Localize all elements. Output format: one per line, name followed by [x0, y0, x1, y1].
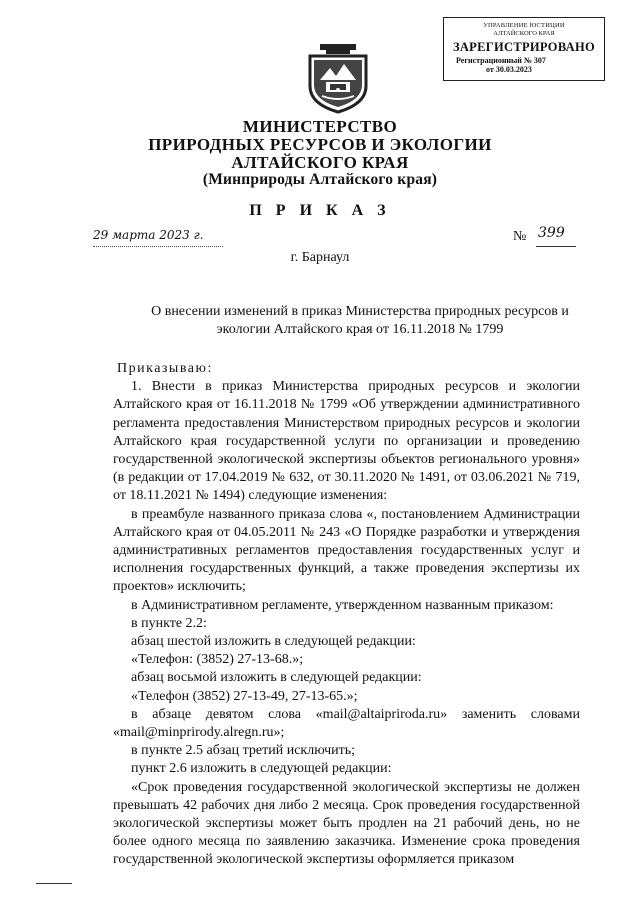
ministry-short-name: (Минприроды Алтайского края)	[202, 171, 438, 188]
paragraph-1: 1. Внести в приказ Министерства природных ресурсов и экологии Алтайского края от 16.11.2018 № 1799 «Об утверждении административного регламента предоставления Министерством природных ресурсов и экологии Алтайского края государственной услуги по организации и проведению государственной экологической экспертизы объектов регионального уровня» (в редакции от 17.04.2019 № 632, от 30.11.2020 № 1491, от 03.06.2021 № 719, от 18.11.2021 № 1494) следующие изменения:	[113, 379, 580, 504]
paragraph-11: пункт 2.6 изложить в следующей редакции:	[131, 761, 392, 777]
stamp-reg-number: Регистрационный № 307	[456, 55, 546, 65]
ministry-title-line1: МИНИСТЕРСТВО	[242, 117, 398, 136]
order-date-handwritten: 29 марта 2023 г.	[93, 228, 204, 242]
subject-line1: О внесении изменений в приказ Министерства природных ресурсов и	[151, 304, 569, 319]
stamp-status: ЗАРЕГИСТРИРОВАНО	[452, 40, 596, 54]
paragraph-2: в преамбуле названного приказа слова «, постановлением Администрации Алтайского края от 04.05.2011 № 243 «О Порядке разработки и утверждения административных регламентов предоставления государственных услуг и исполнения государственных функций, а также проведения экспертизы их проектов» исключить;	[113, 506, 580, 595]
paragraph-12: «Срок проведения государственной экологической экспертизы не должен превышать 42 рабочих дня либо 2 месяца. Срок проведения государственной экологической экспертизы может быть продлен на 21 рабочий день, но не более одного месяца по заявлению заказчика. Изменение срока проведения государственной экологической экспертизы оформляется приказом	[113, 779, 580, 868]
order-directive: Приказываю:	[117, 361, 213, 376]
ministry-title-line3: АЛТАЙСКОГО КРАЯ	[231, 153, 409, 172]
paragraph-8: «Телефон (3852) 27-13-49, 27-13-65.»;	[131, 688, 358, 704]
paragraph-7: абзац восьмой изложить в следующей редакции:	[131, 670, 422, 686]
footnote-divider	[36, 883, 72, 884]
stamp-reg-date: от 30.03.2023	[486, 64, 532, 74]
stamp-region: АЛТАЙСКОГО КРАЯ	[493, 29, 555, 37]
city: г. Барнаул	[290, 250, 350, 265]
order-title: П Р И К А З	[249, 202, 391, 219]
order-number-label: №	[513, 229, 527, 244]
paragraph-6: «Телефон: (3852) 27-13-68.»;	[131, 652, 304, 668]
paragraph-3: в Административном регламенте, утвержденном названным приказом:	[131, 597, 554, 613]
order-body	[113, 360, 580, 870]
stamp-authority: УПРАВЛЕНИЕ ЮСТИЦИИ	[483, 22, 565, 29]
paragraph-10: в пункте 2.5 абзац третий исключить;	[131, 743, 356, 759]
ministry-title-line2: ПРИРОДНЫХ РЕСУРСОВ И ЭКОЛОГИИ	[148, 135, 492, 154]
number-underline	[536, 246, 576, 247]
date-underline	[93, 246, 223, 247]
order-number: 399	[538, 225, 565, 241]
paragraph-9: в абзаце девятом слова «mail@altaipriroda.ru» заменить словами «mail@minprirody.alregn.ru»;	[113, 706, 580, 741]
subject-line2: экологии Алтайского края от 16.11.2018 № 1799	[216, 322, 504, 337]
paragraph-5: абзац шестой изложить в следующей редакции:	[131, 634, 416, 650]
paragraph-4: в пункте 2.2:	[131, 615, 207, 631]
order-subject	[140, 303, 580, 339]
coat-of-arms-icon	[300, 40, 376, 116]
registration-stamp	[443, 17, 605, 81]
